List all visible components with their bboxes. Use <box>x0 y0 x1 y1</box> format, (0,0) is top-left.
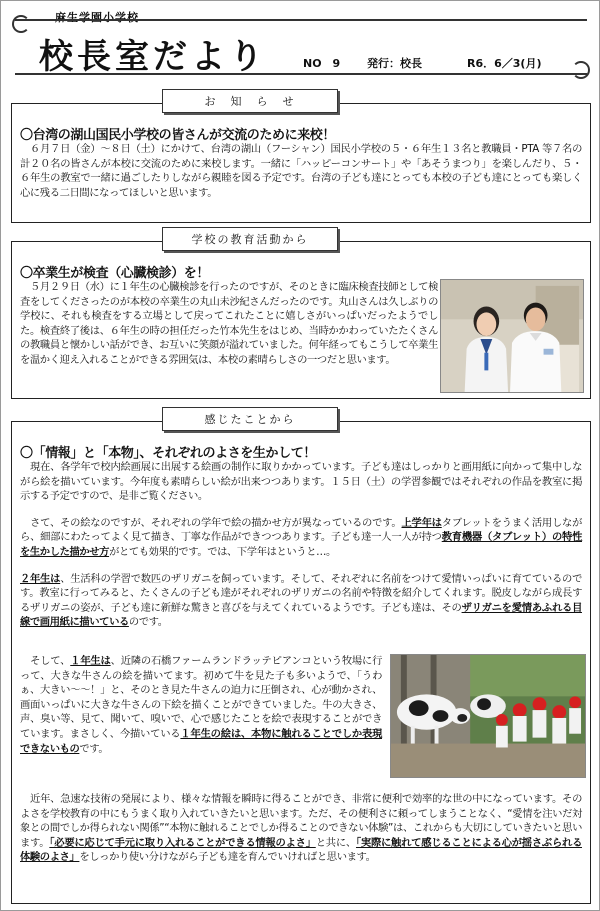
issue-date: R6．6／3(月) <box>467 57 542 70</box>
section-reflections <box>11 413 591 904</box>
body-part-2 <box>20 654 382 756</box>
farm-photo <box>390 654 586 778</box>
paragraph: ５月２９日（水）に１年生の心臓検診を行ったのですが、そのときに臨床検査技師として検査をしてくださったのが本校の卒業生の丸山未沙紀さんだったのです。丸山さんは久しぶりの学校に、それも検査をする立場として戻ってこれたことに嬉しさがいっぱいだったようでした。検査終了後は、６年生の時の担任だった竹本先生をはじめ、当時かかわっていたたくさんの教職員と懐かしい話ができ、お互いに笑顔が溢れていました。何年経ってもこうして卒業生を温かく迎え入れることができる雰囲気は、本校の素晴らしさの一つだと思います。 <box>20 281 438 366</box>
farm-photo-illustration <box>391 655 585 777</box>
headline-information-and-real: 〇「情報」と「本物」、それぞれのよさを生かして！ <box>20 446 316 461</box>
text-run: と共に、 <box>315 836 356 849</box>
text-run: です。 <box>79 742 109 755</box>
section-school-activities <box>11 233 591 399</box>
section-heading-activities: 学校の教育活動から <box>162 227 338 251</box>
highlight-first-grade: １年生は <box>70 655 111 667</box>
paragraph-1: 現在、各学年で校内絵画展に出展する絵画の制作に取りかかっています。子ども達はしっかりと画用紙に向かって集中しながら絵を描いています。今年度も素晴らしい絵が出来つつあります。１５日（土）の学習参観ではそれぞれの作品を教室に掲示する予定ですので、是非ご覧ください。 <box>20 461 582 503</box>
staff-photo-illustration <box>441 280 583 392</box>
text-run: がとても効果的です。では、下学年はというと…。 <box>109 545 336 558</box>
issue-number: NO 9 <box>303 57 341 70</box>
section-heading-reflections: 感じたことから <box>162 407 338 431</box>
text-run: をしっかり使い分けながら子ども達を育んでいければと思います。 <box>79 851 376 864</box>
body-graduate-checkup <box>20 280 438 368</box>
paragraph-2 <box>20 516 582 560</box>
highlight-tablet-use: 教育機器（タブレット）の特性を生かした描かせ方 <box>20 531 582 558</box>
highlight-real-experience: １年生の絵は、本物に触れることでしか表現できないもの <box>20 727 382 755</box>
text-run: 、生活科の学習で数匹のザリガニを飼っています。そして、それぞれに名前をつけて愛情いっぱいに育てているのです。教室に行ってみると、たくさんの子ども達がそれぞれのザリガニの名前や特徴を紹介してくれます。脱皮しながら成長するザリガニの姿が、子ども達に新鮮な驚きと喜びを与えてくれているようです。子ども達は、その <box>20 572 582 614</box>
text-run: 、近隣の石橋ファームランドラッテピアンコという牧場に行って、大きな牛さんの絵を描いてます。初めて牛を見た子も多いようで、「うわぁ、大きい～～！」と、そのとき見た牛さんの迫力に圧倒され、心が動かされ、画面いっぱいに大きな牛さんの下絵を描くことができていました。牛の大きさ、声、臭い等、見て、聞いて、嗅いで、心で感じたことを絵で表現することができています。まさしく、今描いている <box>20 655 383 740</box>
paragraph: ６月７日（金）～８日（土）にかけて、台湾の湖山（フーシャン）国民小学校の５・６年生１３名と教職員・PTA 等７名の計２０名の皆さんが本校に交流のために来校します。一緒に「ハッピーコンサート」や「あそうまつり」を楽しんだり、５・６年生の教室で一緒に過ごしたりしながら親睦を図る予定です。台湾の子ども達にとっても本校の子ども達にとっても楽しく心に残る二日間になってほしいと思います。 <box>20 143 582 199</box>
body-part-3 <box>20 792 582 865</box>
text-run: 近年、急速な技術の発展により、様々な情報を瞬時に得ることができ、非常に便利で効率的な世の中になっています。そのよさを学校教育の中にもうまく取り入れていきたいと思います。ただ、その便利さに頼ってしまうことなく、“愛情を注いだ対象との間でしか得られない関係”“本物に触れることでしか得ることのできない体験”は、これからも大切にしていきたいと思います。 <box>20 793 582 849</box>
highlight-experience-value: 「実際に触れて感じることによる心が揺さぶられる体験のよさ」 <box>20 836 582 864</box>
text-run: タブレットをうまく活用しながら、細部にわたってよく見て描き、丁寧な作品ができつつあります。子ども達一人一人が持つ <box>20 516 582 544</box>
text-run: さて、その絵なのですが、それぞれの学年で絵の描かせ方が異なっているのです。 <box>20 516 402 529</box>
highlight-upper-grades: 上学年は <box>401 516 442 529</box>
masthead <box>11 5 591 75</box>
highlight-crayfish: ザリガニを愛情あふれる目線で画用紙に描いている <box>20 601 582 629</box>
section-heading-notice: お 知 ら せ <box>162 89 338 113</box>
section-notice <box>11 95 591 223</box>
staff-photo <box>440 279 584 393</box>
text-run: のです。 <box>128 616 168 629</box>
headline-taiwan-visit: 〇台湾の湖山国民小学校の皆さんが交流のために来校！ <box>20 128 336 143</box>
paragraph-5 <box>20 792 582 865</box>
paragraph-4 <box>20 654 382 756</box>
paragraph-3 <box>20 572 582 630</box>
publisher: 発行：校長 <box>367 57 422 70</box>
body-taiwan-visit <box>20 142 582 200</box>
school-name: 麻生学園小学校 <box>55 11 139 24</box>
newsletter-title: 校長室だより <box>39 37 267 77</box>
text-run: そして、 <box>20 655 71 667</box>
headline-graduate-checkup: 〇卒業生が検査（心臓検診）を！ <box>20 266 210 281</box>
highlight-second-grade: ２年生は <box>20 572 61 585</box>
highlight-information-value: 「必要に応じて手元に取り入れることができる情報のよさ」 <box>49 836 316 849</box>
body-part-1 <box>20 460 582 630</box>
